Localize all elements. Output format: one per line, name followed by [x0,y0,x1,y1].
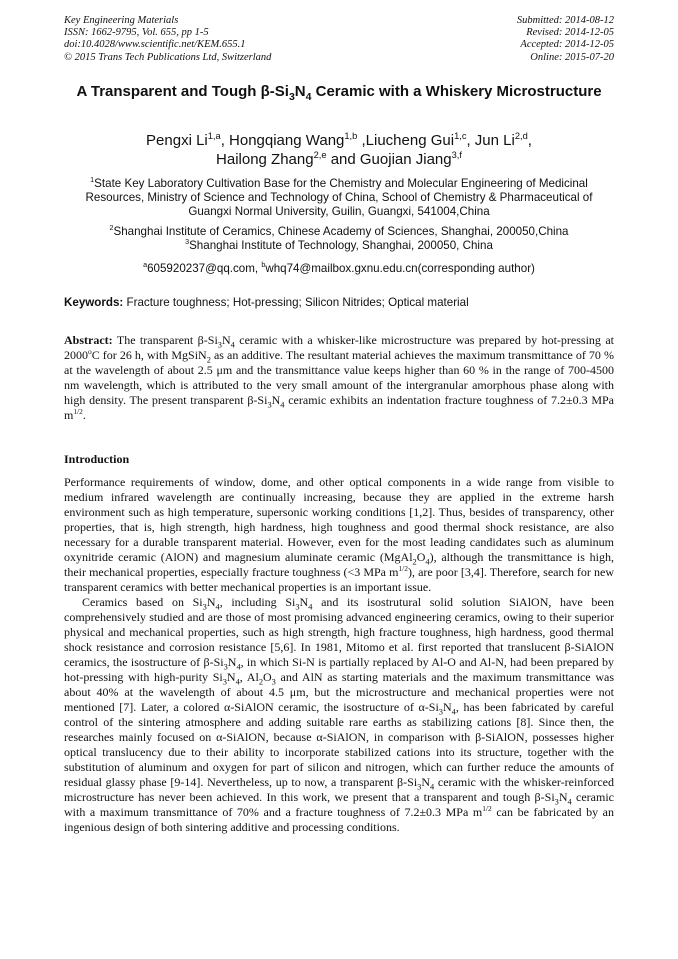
journal-info [64,15,271,64]
date-online: Online: 2015-07-20 [530,51,614,63]
keywords: Keywords: Fracture toughness; Hot-pressing; Silicon Nitrides; Optical material [64,296,469,309]
journal-copyright: © 2015 Trans Tech Publications Ltd, Switzerland [64,51,272,63]
email-a[interactable]: 605920237@qq.com, [147,262,262,275]
journal-doi[interactable]: doi:10.4028/www.scientific.net/KEM.655.1 [64,39,246,51]
introduction-body [64,475,614,835]
affiliation-1: $^1$State Key Laboratory Cultivation Base for the Chemistry and Molecular Engineering of Medicinal Resources, Ministry of Science and Technology of China, School of Chemistry & Pharmaceutical of Guangxi Normal University, Guilin, Guangxi, 541004,China [85,175,593,219]
intro-paragraph-1: Performance requirements of window, dome, and other optical components in a wide range from visible to medium infrared wavelength are continually increasing, because they are applied in the extreme harsh environment such as high temperature, supersonic working conditions [1,2]. Thus, besides of transparency, other properties, that is, high strength, high hardness, high toughness and good thermal shock resistance, are also necessary for a durable transparent material. However, even for the most leading candidates such as aluminum oxynitride ceramic (AlON) and magnesium aluminate ceramic $(MgAl_2O_4)$, although the transmittance is high, their mechanical properties, especially fracture toughness (<3 MPa $m^{1/2}$), are poor [3,4]. Therefore, search for new transparent ceramics with better mechanical properties is an important issue. [64,475,615,594]
author-list: Pengxi Li$^{1,a}$, Hongqiang Wang$^{1,b}$ ,Liucheng Gui$^{1,c}$, Jun Li$^{2,d}$, Hailong Zhang$^{2,e}$ and Guojian Jiang$^{3,f}$ [146,131,532,168]
abstract-label: Abstract: [64,333,113,347]
paper-title: A Transparent and Tough $\beta-Si_3N_4$ Ceramic with a Whiskery Microstructure [76,83,602,103]
date-accepted: Accepted: 2014-12-05 [520,39,614,51]
affiliation-2-3: $^2$Shanghai Institute of Ceramics, Chinese Academy of Sciences, Shanghai, 200050,China $^3$Shanghai Institute of Technology, Shanghai, 200050, China [109,223,569,253]
date-revised: Revised: 2014-12-05 [526,27,614,39]
submission-dates [517,15,614,64]
journal-issn: ISSN: 1662-9795, Vol. 655, pp 1-5 [64,27,209,39]
journal-name: Key Engineering Materials [64,15,179,26]
intro-paragraph-2: Ceramics based on $Si_3N_4$, including $Si_3N_4$ and its isostrutural solid solution SiAlON, have been comprehensively studied and are those of most promising advanced engineering ceramics, owing to their superior physical and mechanical properties, such as high strength, high fracture toughness, high hardness, good thermal shock resistance and corrosion resistance [5,6]. In 1981, Mitomo et al. first reported that translucent β-SiAlON ceramics, the isostructure of $\beta-Si_3N_4$, in which Si-N is partially replaced by Al-O and Al-N, had been prepared by hot-pressing with high-purity $Si_3N_4$, $Al_2O_3$ and AlN as starting materials and the maximum transmittance was about 40% at the wavelength of about 4.5 μm, but the microstructure and mechanical properties were not mentioned [7]. Later, a colored α-SiAlON ceramic, the isostructure of $\alpha-Si_3N_4$, has been fabricated by careful control of the sintering atmosphere and adding suitable rare earths as stabilizing cations [8]. Since then, the researches mainly focused on α-SiAlON, because α-SiAlON, in comparison with β-SiAlON, possesses higher optical translucency due to their ability to incorporate stabilized cations into its structure, together with the substitution of aluminum and oxygen for part of silicon and nitrogen, which can further reduce the amounts of residual glassy phase [9-14]. Nevertheless, up to now, a transparent $\beta-Si_3N_4$ ceramic with the whisker-reinforced microstructure has never been achieved. In this work, we present that a transparent and tough $\beta-Si_3N_4$ ceramic with a maximum transmittance of 70% and a fracture toughness of 7.2±0.3 MPa $m^{1/2}$ can be fabricated by an ingenious design of both sintering additive and processing conditions. [64,595,615,834]
abstract: Abstract: The transparent $\beta-Si_3N_4$ ceramic with a whisker-like microstructure was prepared by hot-pressing at 2000$^o$C for 26 h, with MgSiN$_2$ as an additive. The resultant material achieves the maximum transmittance of 70 % at the wavelength of about 2.5 μm and the transmittance value keeps higher than 60 % in the range of 700-4500 nm wavelength, which is attributed to the very small amount of the intergranular amorphous phase along with high density. The present transparent $\beta-Si_3N_4$ ceramic exhibits an indentation fracture toughness of 7.2±0.3 MPa $m^{1/2}$. [64,333,614,422]
keywords-label: Keywords: [64,296,124,309]
date-submitted: Submitted: 2014-08-12 [516,15,614,26]
email-b[interactable]: whq74@mailbox.gxnu.edu.cn(corresponding author) [265,262,535,275]
section-heading-introduction: Introduction [64,452,130,466]
author-emails: $^a$605920237@qq.com, $^b$whq74@mailbox.gxnu.edu.cn(corresponding author) [143,260,535,275]
